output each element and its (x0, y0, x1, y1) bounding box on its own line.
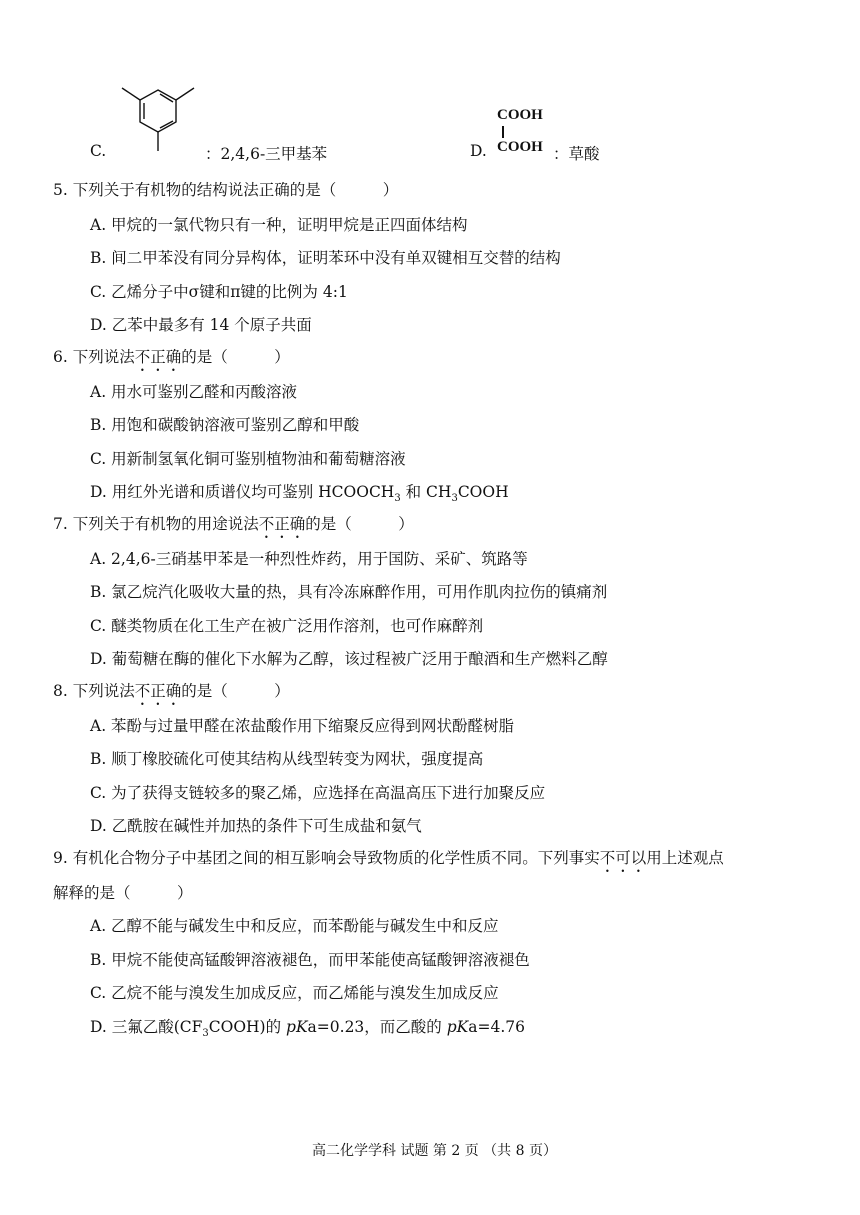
question-9-option-c: C. 乙烷不能与溴发生加成反应，而乙烯能与溴发生加成反应 (90, 984, 499, 1002)
question-8-option-d: D. 乙酰胺在碱性并加热的条件下可生成盐和氨气 (90, 817, 422, 835)
option-c-label: C. (90, 142, 107, 160)
question-7-option-a: A. 2,4,6-三硝基甲苯是一种烈性炸药，用于国防、采矿、筑路等 (90, 550, 528, 568)
question-6-option-c: C. 用新制氢氧化铜可鉴别植物油和葡萄糖溶液 (90, 450, 406, 468)
question-8-option-a: A. 苯酚与过量甲醛在浓盐酸作用下缩聚反应得到网状酚醛树脂 (90, 717, 515, 735)
question-9-option-d: D. 三氟乙酸$(CF_3COOH)$的 pKa=0.23，而乙酸的 pKa=4.76 (90, 1018, 525, 1040)
oxalic-formula-bottom: COOH (497, 139, 543, 155)
question-5-option-c: C. 乙烯分子中σ键和π键的比例为 4:1 (90, 283, 348, 301)
question-8-stem: 8. 下列说法不正确的是（ ） (53, 682, 290, 700)
emphasis-dots: 不正确 (134, 348, 182, 366)
question-9-option-b: B. 甲烷不能使高锰酸钾溶液褪色，而甲苯能使高锰酸钾溶液褪色 (90, 951, 530, 969)
option-d-label: D. (470, 142, 487, 160)
question-5-stem: 5. 下列关于有机物的结构说法正确的是（ ） (53, 181, 399, 199)
page-footer: 高二化学学科 试题 第 2 页 （共 8 页） (312, 1143, 557, 1159)
question-6-option-a: A. 用水可鉴别乙醛和丙酸溶液 (90, 383, 298, 401)
question-7-stem: 7. 下列关于有机物的用途说法不正确的是（ ） (53, 515, 414, 533)
question-6-stem: 6. 下列说法不正确的是（ ） (53, 348, 290, 366)
question-7-option-b: B. 氯乙烷汽化吸收大量的热，具有冷冻麻醉作用，可用作肌肉拉伤的镇痛剂 (90, 583, 608, 601)
option-c-text: ：2,4,6-三甲基苯 (205, 145, 328, 163)
question-6-option-b: B. 用饱和碳酸钠溶液可鉴别乙醇和甲酸 (90, 416, 360, 434)
question-5-option-d: D. 乙苯中最多有 14 个原子共面 (90, 316, 312, 334)
question-8-option-c: C. 为了获得支链较多的聚乙烯，应选择在高温高压下进行加聚反应 (90, 784, 546, 802)
question-6-option-d: D. 用红外光谱和质谱仪均可鉴别 $HCOOCH_3$ 和 $CH_3COOH$ (90, 483, 509, 505)
option-d-text: ：草酸 (553, 145, 600, 163)
question-9-stem: 9. 有机化合物分子中基团之间的相互影响会导致物质的化学性质不同。下列事实不可以用上述观点 (53, 849, 724, 867)
emphasis-dots: 不正确 (134, 682, 182, 700)
emphasis-dots: 不正确 (258, 515, 306, 533)
question-9-option-a: A. 乙醇不能与碱发生中和反应，而苯酚能与碱发生中和反应 (90, 917, 499, 935)
question-7-option-c: C. 醚类物质在化工生产在被广泛用作溶剂，也可作麻醉剂 (90, 617, 484, 635)
question-8-option-b: B. 顺丁橡胶硫化可使其结构从线型转变为网状，强度提高 (90, 750, 484, 768)
emphasis-dots: 不可以 (599, 849, 647, 867)
question-5-option-b: B. 间二甲苯没有同分异构体，证明苯环中没有单双键相互交替的结构 (90, 249, 561, 267)
oxalic-bond-line (502, 126, 504, 138)
question-9-stem-line2: 解释的是（ ） (53, 884, 193, 902)
question-5-option-a: A. 甲烷的一氯代物只有一种，证明甲烷是正四面体结构 (90, 216, 468, 234)
question-7-option-d: D. 葡萄糖在酶的催化下水解为乙醇，该过程被广泛用于酿酒和生产燃料乙醇 (90, 650, 608, 668)
oxalic-formula-top: COOH (497, 107, 543, 123)
mesitylene-structure-image (118, 78, 198, 154)
